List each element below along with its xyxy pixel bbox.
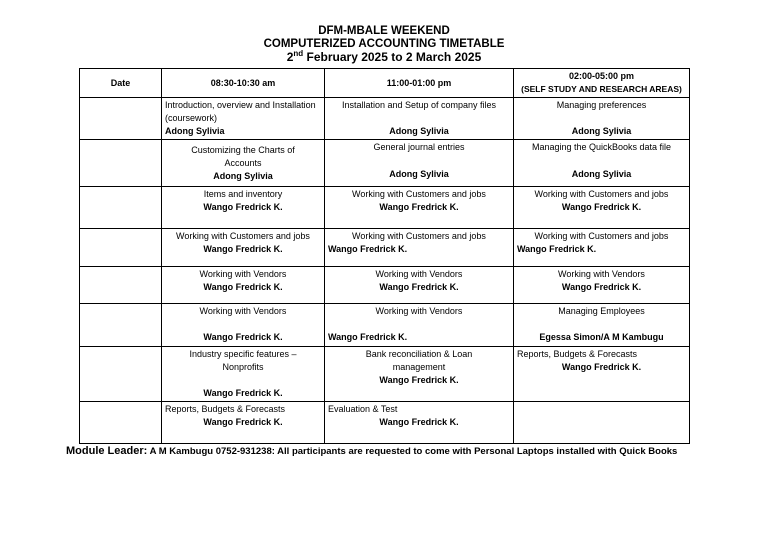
header-date: Date <box>80 69 162 98</box>
footer-note <box>66 445 677 457</box>
session-cell <box>162 140 325 187</box>
session-topic: Working with Customers and jobs <box>352 189 486 199</box>
date-cell <box>80 187 162 229</box>
instructor-name: Wango Fredrick K. <box>203 202 283 212</box>
date-cell <box>80 304 162 347</box>
table-row <box>80 98 690 140</box>
session-cell <box>514 98 690 140</box>
session-cell <box>514 304 690 347</box>
instructor-name: Wango Fredrick K. <box>203 282 283 292</box>
session-cell <box>162 187 325 229</box>
session-cell <box>162 267 325 304</box>
session-topic: Items and inventory <box>203 189 283 199</box>
table-row <box>80 140 690 187</box>
header-slot-3 <box>514 69 690 98</box>
session-cell <box>514 347 690 402</box>
session-cell <box>325 402 514 444</box>
session-cell <box>514 402 690 444</box>
table-row <box>80 304 690 347</box>
session-topic: Installation and Setup of company files <box>341 100 497 110</box>
session-cell <box>325 98 514 140</box>
session-topic: Managing Employees <box>558 306 645 316</box>
date-cell <box>80 267 162 304</box>
instructor-name: Wango Fredrick K. <box>203 388 283 398</box>
date-day: 2 <box>286 50 294 64</box>
document-header <box>0 25 768 64</box>
table-row <box>80 347 690 402</box>
session-topic: Customizing the Charts of Accounts <box>191 145 295 168</box>
session-topic: Evaluation & Test <box>328 404 398 414</box>
timetable-header-row <box>80 69 690 98</box>
table-row <box>80 267 690 304</box>
session-cell <box>325 140 514 187</box>
session-topic: Reports, Budgets & Forecasts <box>165 404 286 414</box>
instructor-name: Wango Fredrick K. <box>561 282 642 292</box>
table-row <box>80 402 690 444</box>
date-cell <box>80 229 162 267</box>
date-cell <box>80 402 162 444</box>
session-topic: Managing the QuickBooks data file <box>531 142 672 152</box>
session-cell <box>162 98 325 140</box>
instructor-name: Wango Fredrick K. <box>517 244 597 254</box>
date-cell <box>80 347 162 402</box>
session-topic: Working with Vendors <box>199 306 287 316</box>
session-cell <box>325 229 514 267</box>
table-row <box>80 187 690 229</box>
instructor-name: Adong Sylivia <box>389 126 449 136</box>
session-cell <box>514 229 690 267</box>
session-topic: Working with Customers and jobs <box>534 231 669 241</box>
session-topic: Introduction, overview and Installation (coursework) <box>165 100 316 123</box>
session-cell <box>514 267 690 304</box>
session-cell <box>514 140 690 187</box>
instructor-name: Wango Fredrick K. <box>203 332 283 342</box>
session-topic: Working with Customers and jobs <box>534 189 669 199</box>
instructor-name: Wango Fredrick K. <box>379 202 459 212</box>
header-slot-1: 08:30-10:30 am <box>162 69 325 98</box>
session-cell <box>162 347 325 402</box>
session-cell <box>162 229 325 267</box>
session-cell <box>325 347 514 402</box>
instructor-name: Wango Fredrick K. <box>328 244 408 254</box>
session-topic: Bank reconciliation & Loan management <box>365 349 473 372</box>
session-cell <box>325 304 514 347</box>
header-slot-2: 11:00-01:00 pm <box>325 69 514 98</box>
session-topic: Managing preferences <box>556 100 647 110</box>
instructor-name: Egessa Simon/A M Kambugu <box>539 332 664 342</box>
header-line-3 <box>0 51 768 64</box>
session-cell <box>514 187 690 229</box>
session-topic: Working with Customers and jobs <box>352 231 486 241</box>
session-topic: Working with Vendors <box>375 306 463 316</box>
session-cell <box>325 187 514 229</box>
header-line-1: DFM-MBALE WEEKEND <box>318 25 450 37</box>
header-slot-3-note: (SELF STUDY AND RESEARCH AREAS) <box>521 84 682 94</box>
date-cell <box>80 140 162 187</box>
instructor-name: Wango Fredrick K. <box>203 417 283 427</box>
instructor-name: Adong Sylivia <box>213 171 273 181</box>
footer-text: A M Kambugu 0752-931238: All participants are requested to come with Personal Laptops installed with Quick Books <box>147 446 678 457</box>
instructor-name: Wango Fredrick K. <box>561 202 642 212</box>
instructor-name: Wango Fredrick K. <box>561 362 642 372</box>
instructor-name: Wango Fredrick K. <box>203 244 283 254</box>
session-topic: Working with Vendors <box>199 269 287 279</box>
session-cell <box>162 402 325 444</box>
date-range: February 2025 to 2 March 2025 <box>303 50 482 64</box>
date-suffix: nd <box>293 49 304 58</box>
instructor-name: Adong Sylivia <box>165 126 225 136</box>
instructor-name: Adong Sylivia <box>571 169 632 179</box>
header-slot-3-time: 02:00-05:00 pm <box>568 71 635 81</box>
session-topic: Working with Vendors <box>375 269 463 279</box>
instructor-name: Adong Sylivia <box>571 126 632 136</box>
session-topic: Working with Customers and jobs <box>176 231 310 241</box>
session-topic: General journal entries <box>373 142 465 152</box>
session-topic: Industry specific features – Nonprofits <box>189 349 297 372</box>
module-leader-label: Module Leader: <box>66 445 148 457</box>
instructor-name: Wango Fredrick K. <box>328 332 408 342</box>
session-cell <box>162 304 325 347</box>
timetable <box>79 68 690 444</box>
instructor-name: Adong Sylivia <box>389 169 449 179</box>
instructor-name: Wango Fredrick K. <box>379 282 459 292</box>
date-cell <box>80 98 162 140</box>
instructor-name: Wango Fredrick K. <box>379 417 459 427</box>
session-topic: Working with Vendors <box>558 269 645 279</box>
session-topic: Reports, Budgets & Forecasts <box>517 349 638 359</box>
table-row <box>80 229 690 267</box>
instructor-name: Wango Fredrick K. <box>379 375 459 385</box>
header-line-2: COMPUTERIZED ACCOUNTING TIMETABLE <box>263 38 505 50</box>
session-cell <box>325 267 514 304</box>
